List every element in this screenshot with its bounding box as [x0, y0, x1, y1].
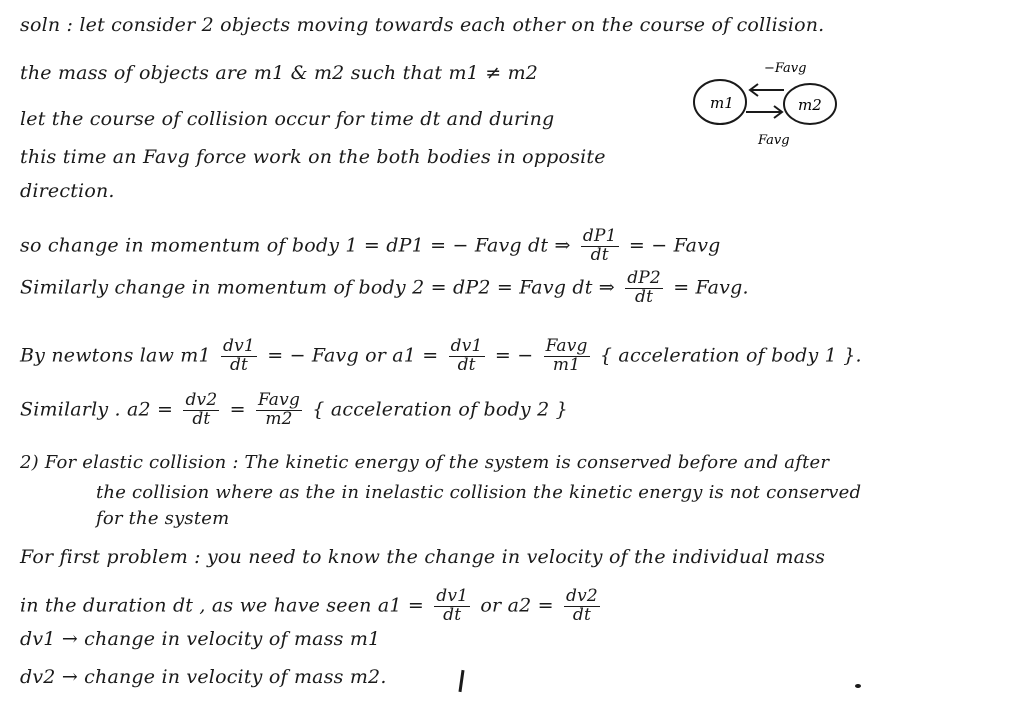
line-dv2-definition: dv2 → change in velocity of mass m2. [20, 666, 387, 688]
fraction-dv1-dt-b: $\frac{dv1}{dt}$ [450, 336, 483, 375]
line-dv1-definition: dv1 → change in velocity of mass m1 [20, 628, 381, 650]
line-force: this time an Favg force work on the both bodies in opposite [20, 146, 606, 168]
line-solution-intro: soln : let consider 2 objects moving towards each other on the course of collision. [20, 14, 825, 36]
duration-or: or a2 = [480, 594, 554, 617]
acc2-equals: = [229, 398, 246, 421]
fraction-dv1-dt-a: $\frac{dv1}{dt}$ [223, 336, 255, 375]
line-acceleration-body2 [20, 392, 568, 429]
line-duration [20, 588, 604, 625]
line-inelastic-collision: the collision where as the in inelastic collision the kinetic energy is not conserved [96, 482, 862, 503]
fraction-dP1-dt: $\frac{dP1}{dt}$ [582, 226, 617, 265]
newtons-law-equals: = − [494, 344, 534, 367]
line-elastic-collision: 2) For elastic collision : The kinetic energy of the system is conserved before and after [20, 452, 830, 473]
pen-mark [458, 670, 464, 692]
line-first-problem: For first problem : you need to know the change in velocity of the individual mass [20, 546, 826, 568]
fraction-dv1-dt-c: $\frac{dv1}{dt}$ [436, 586, 469, 625]
collision-diagram [680, 62, 860, 162]
duration-text: in the duration dt , as we have seen a1 = [20, 594, 424, 617]
momentum-body1-text: so change in momentum of body 1 = dP1 = − Favg dt ⇒ [20, 234, 571, 257]
acceleration-body1-note: { acceleration of body 1 }. [599, 344, 862, 367]
momentum-body1-result: = − Favg [628, 234, 721, 257]
acceleration-body2-note: { acceleration of body 2 } [312, 398, 568, 421]
fraction-dv2-dt: $\frac{dv2}{dt}$ [185, 390, 218, 429]
line-for-system: for the system [96, 508, 230, 529]
line-newtons-law [20, 338, 862, 375]
line-direction: direction. [20, 180, 115, 202]
mass1-label: m1 [710, 94, 734, 112]
line-masses: the mass of objects are m1 & m2 such that m1 ≠ m2 [20, 62, 539, 84]
fraction-favg-m1: $\frac{\text{Favg}}{m1}$ [545, 336, 588, 375]
fraction-favg-m2: $\frac{\text{Favg}}{m2}$ [257, 390, 301, 429]
ink-dot [855, 684, 861, 688]
newtons-law-middle: = − Favg or a1 = [267, 344, 439, 367]
fraction-dP2-dt: $\frac{dP2}{dt}$ [627, 268, 661, 307]
momentum-body2-result: = Favg. [673, 276, 749, 299]
line-momentum-body2 [20, 270, 749, 307]
force-top-label: −Favg [764, 62, 807, 76]
force-bottom-label: Favg [758, 133, 790, 148]
momentum-body2-text: Similarly change in momentum of body 2 = dP2 = Favg dt ⇒ [20, 276, 615, 299]
newtons-law-prefix: By newtons law m1 [20, 344, 211, 367]
mass2-label: m2 [798, 96, 822, 114]
line-collision-time: let the course of collision occur for time dt and during [20, 108, 555, 130]
line-momentum-body1 [20, 228, 721, 265]
fraction-dv2-dt-b: $\frac{dv2}{dt}$ [566, 586, 598, 625]
acc2-prefix: Similarly . a2 = [20, 398, 174, 421]
